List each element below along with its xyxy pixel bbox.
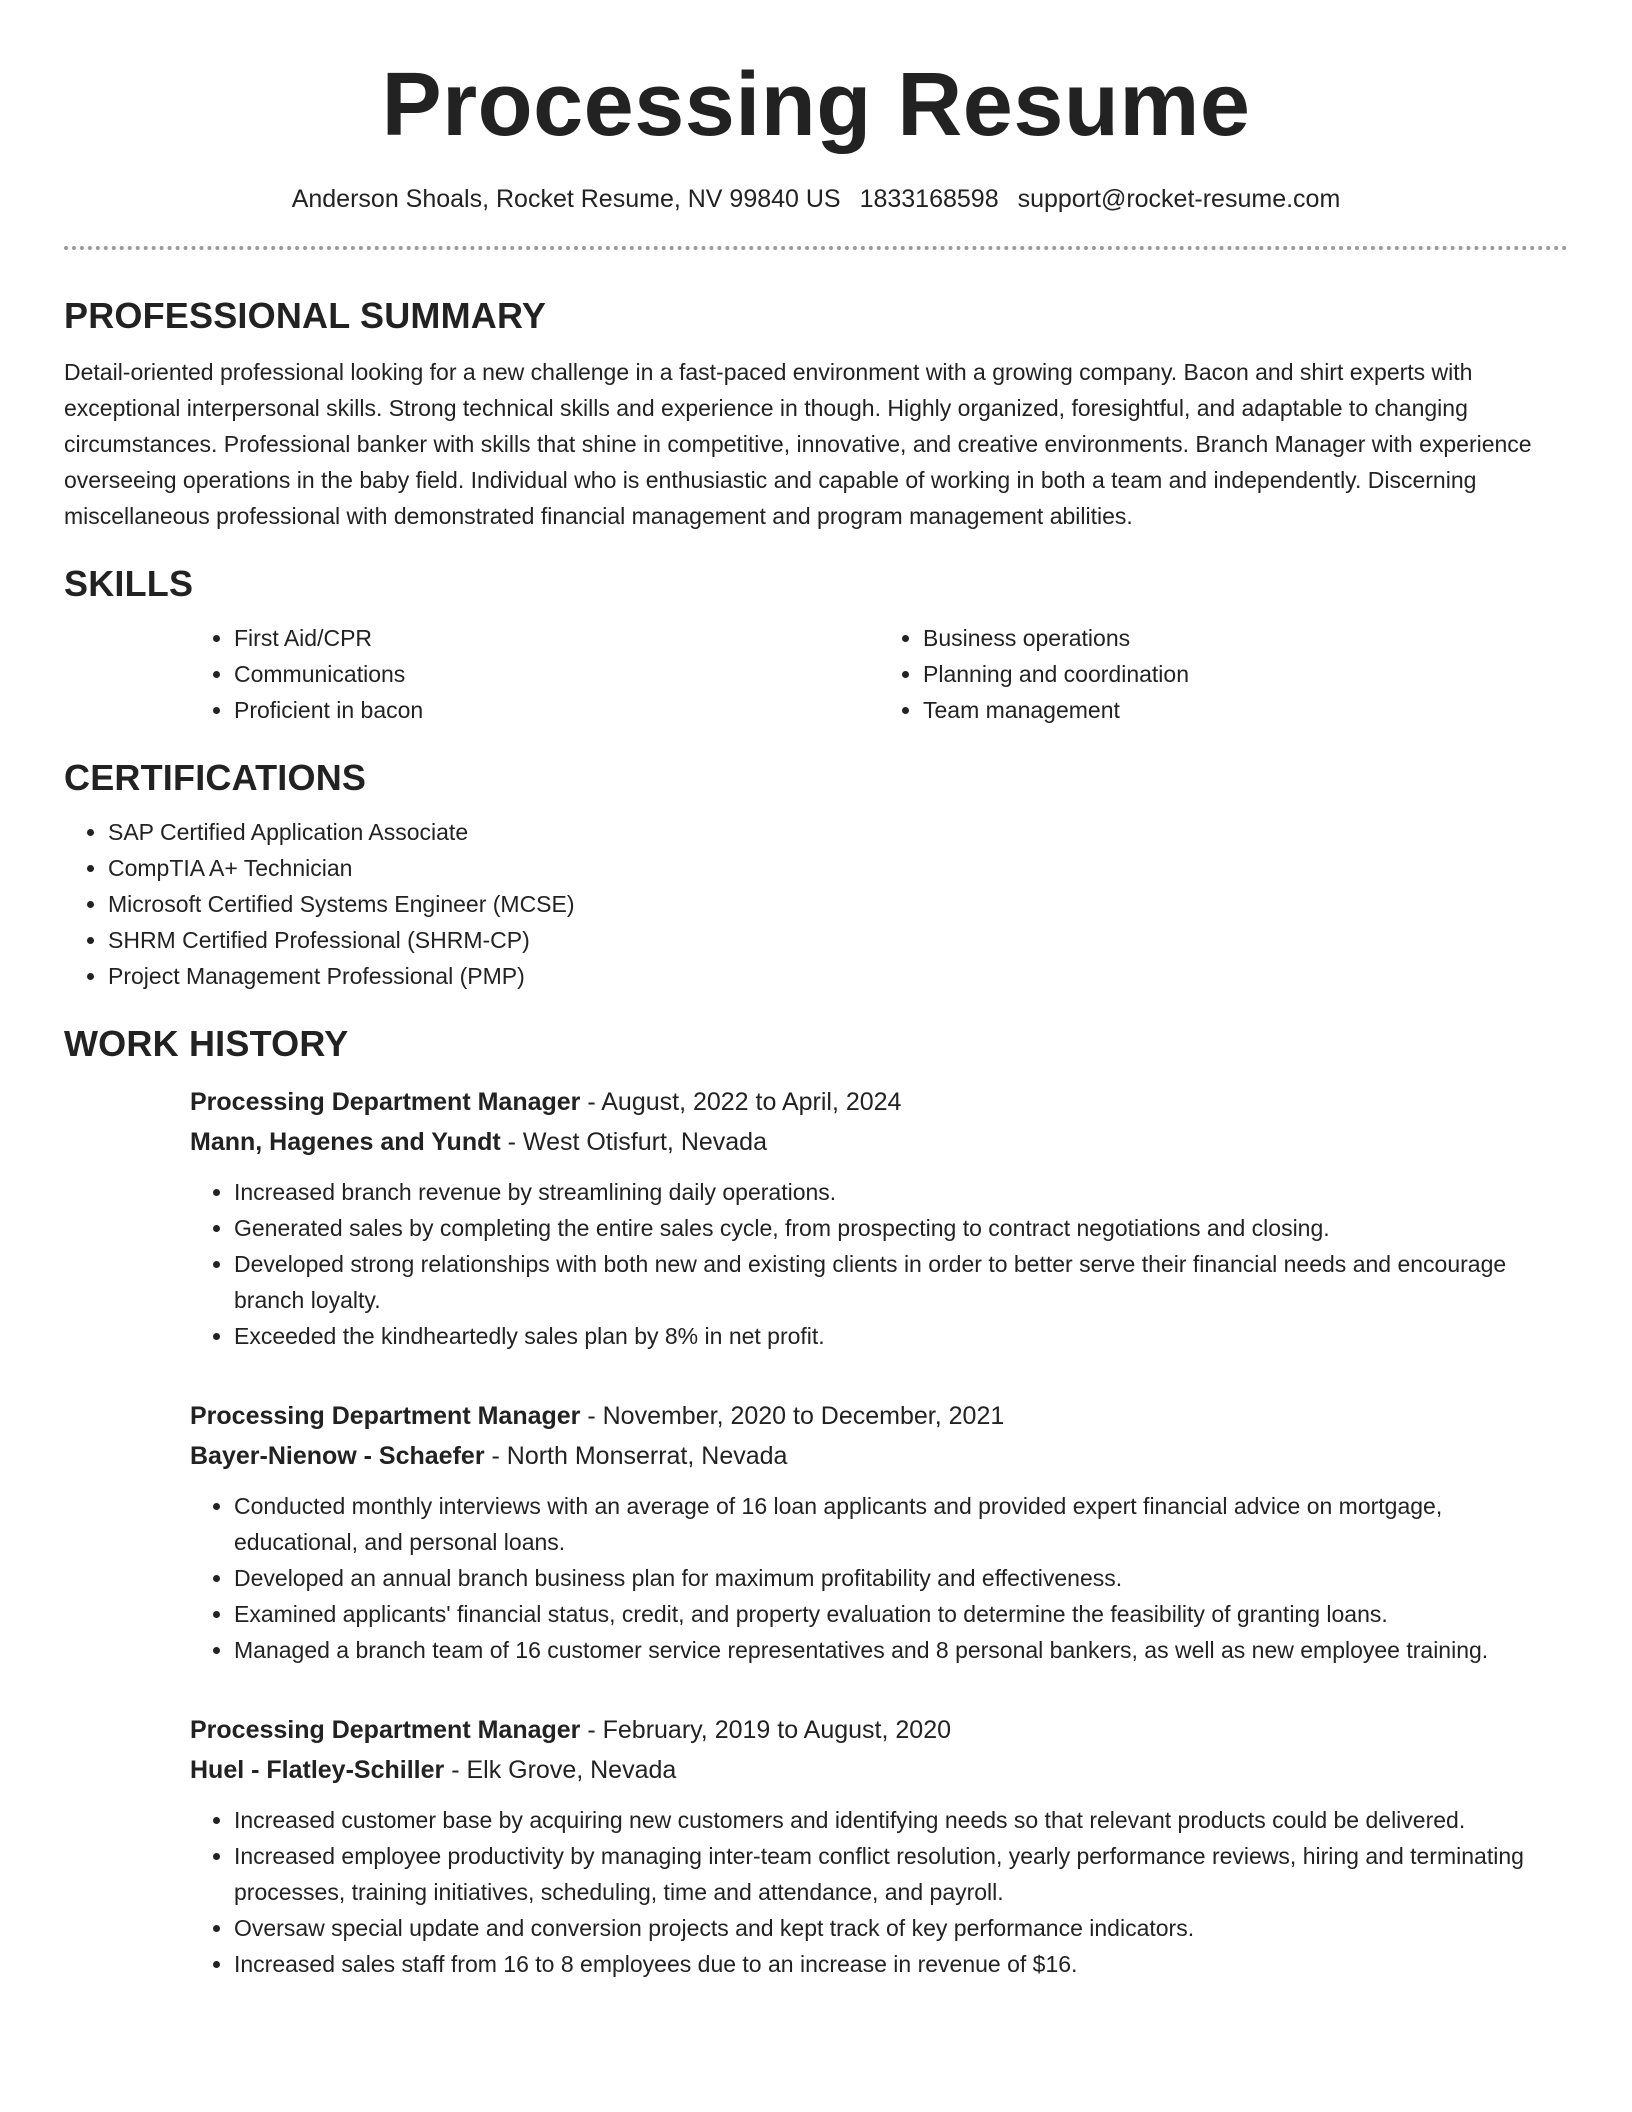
job-company-line — [190, 1750, 1568, 1790]
contact-address: Anderson Shoals, Rocket Resume, NV 99840 US — [291, 185, 841, 213]
job-entry — [190, 1082, 1568, 1354]
job-role: Processing Department Manager — [190, 1716, 581, 1744]
job-bullet: • Increased employee productivity by managing inter-team conflict resolution, yearly performance reviews, hiring and terminating processes, training initiatives, scheduling, time and attendance, and payroll. — [234, 1838, 1568, 1910]
job-location: - West Otisfurt, Nevada — [500, 1128, 767, 1156]
contact-phone: 1833168598 — [859, 185, 999, 213]
job-bullet: • Examined applicants' financial status, credit, and property evaluation to determine the feasibility of granting loans. — [234, 1596, 1568, 1632]
skills-section — [64, 562, 1568, 728]
skills-grid — [190, 620, 1568, 728]
job-location: - Elk Grove, Nevada — [444, 1756, 677, 1784]
job-bullet: • Increased customer base by acquiring new customers and identifying needs so that relevant products could be delivered. — [234, 1802, 1568, 1838]
job-bullet: • Conducted monthly interviews with an average of 16 loan applicants and provided expert financial advice on mortgage, educational, and personal loans. — [234, 1488, 1568, 1560]
job-bullets — [190, 1802, 1568, 1982]
resume-header — [64, 0, 1568, 250]
job-dates: - February, 2019 to August, 2020 — [580, 1716, 952, 1744]
job-dates: - August, 2022 to April, 2024 — [580, 1088, 902, 1116]
skill-item: • First Aid/CPR — [234, 620, 879, 656]
section-title-work-history: WORK HISTORY — [64, 1023, 349, 1064]
job-entry — [190, 1396, 1568, 1668]
job-dates: - November, 2020 to December, 2021 — [580, 1402, 1005, 1430]
job-role: Processing Department Manager — [190, 1402, 581, 1430]
skills-list-left — [190, 620, 879, 728]
job-company-line — [190, 1436, 1568, 1476]
job-bullet: • Oversaw special update and conversion projects and kept track of key performance indicators. — [234, 1910, 1568, 1946]
job-title-line — [190, 1396, 1568, 1436]
certifications-list — [64, 814, 1568, 994]
skill-item: • Planning and coordination — [923, 656, 1568, 692]
job-bullets — [190, 1174, 1568, 1354]
skill-item: • Business operations — [923, 620, 1568, 656]
header-divider — [64, 246, 1568, 250]
certification-item: • SHRM Certified Professional (SHRM-CP) — [108, 922, 1568, 958]
contact-email: support@rocket-resume.com — [1017, 185, 1341, 213]
job-bullets — [190, 1488, 1568, 1668]
skill-item: • Proficient in bacon — [234, 692, 879, 728]
job-bullet: • Developed an annual branch business plan for maximum profitability and effectiveness. — [234, 1560, 1568, 1596]
work-history-section — [64, 1022, 1568, 1982]
skill-item: • Team management — [923, 692, 1568, 728]
contact-line — [64, 182, 1568, 216]
job-company-line — [190, 1122, 1568, 1162]
job-bullet: • Generated sales by completing the entire sales cycle, from prospecting to contract negotiations and closing. — [234, 1210, 1568, 1246]
job-bullet: • Managed a branch team of 16 customer service representatives and 8 personal bankers, as well as new employee training. — [234, 1632, 1568, 1668]
job-entry — [190, 1710, 1568, 1982]
job-title-line — [190, 1710, 1568, 1750]
resume-title: Processing Resume — [381, 55, 1251, 155]
certification-item: • Microsoft Certified Systems Engineer (MCSE) — [108, 886, 1568, 922]
job-location: - North Monserrat, Nevada — [484, 1442, 788, 1470]
job-role: Processing Department Manager — [190, 1088, 581, 1116]
section-title-certifications: CERTIFICATIONS — [64, 757, 367, 798]
job-title-line — [190, 1082, 1568, 1122]
summary-text: Detail-oriented professional looking for a new challenge in a fast-paced environment with a growing company. Bacon and shirt experts with exceptional interpersonal skills. Strong technical skills and experience in though. Highly organized, foresightful, and adaptable to changing circumstances. Professional banker with skills that shine in competitive, innovative, and creative environments. Branch Manager with experience overseeing operations in the baby field. Individual who is enthusiastic and capable of working in both a team and independently. Discerning miscellaneous professional with demonstrated financial management and program management abilities. — [64, 359, 1532, 529]
job-bullet: • Increased branch revenue by streamlining daily operations. — [234, 1174, 1568, 1210]
certification-item: • CompTIA A+ Technician — [108, 850, 1568, 886]
certification-item: • SAP Certified Application Associate — [108, 814, 1568, 850]
job-company: Bayer-Nienow - Schaefer — [190, 1442, 485, 1470]
certification-item: • Project Management Professional (PMP) — [108, 958, 1568, 994]
certifications-section — [64, 756, 1568, 994]
professional-summary-section — [64, 294, 1568, 534]
job-company: Mann, Hagenes and Yundt — [190, 1128, 501, 1156]
skills-list-right — [879, 620, 1568, 728]
job-company: Huel - Flatley-Schiller — [190, 1756, 445, 1784]
section-title-summary: PROFESSIONAL SUMMARY — [64, 295, 547, 336]
job-bullet: • Exceeded the kindheartedly sales plan by 8% in net profit. — [234, 1318, 1568, 1354]
skill-item: • Communications — [234, 656, 879, 692]
job-bullet: • Increased sales staff from 16 to 8 employees due to an increase in revenue of $16. — [234, 1946, 1568, 1982]
section-title-skills: SKILLS — [64, 563, 194, 604]
job-bullet: • Developed strong relationships with both new and existing clients in order to better serve their financial needs and encourage branch loyalty. — [234, 1246, 1568, 1318]
